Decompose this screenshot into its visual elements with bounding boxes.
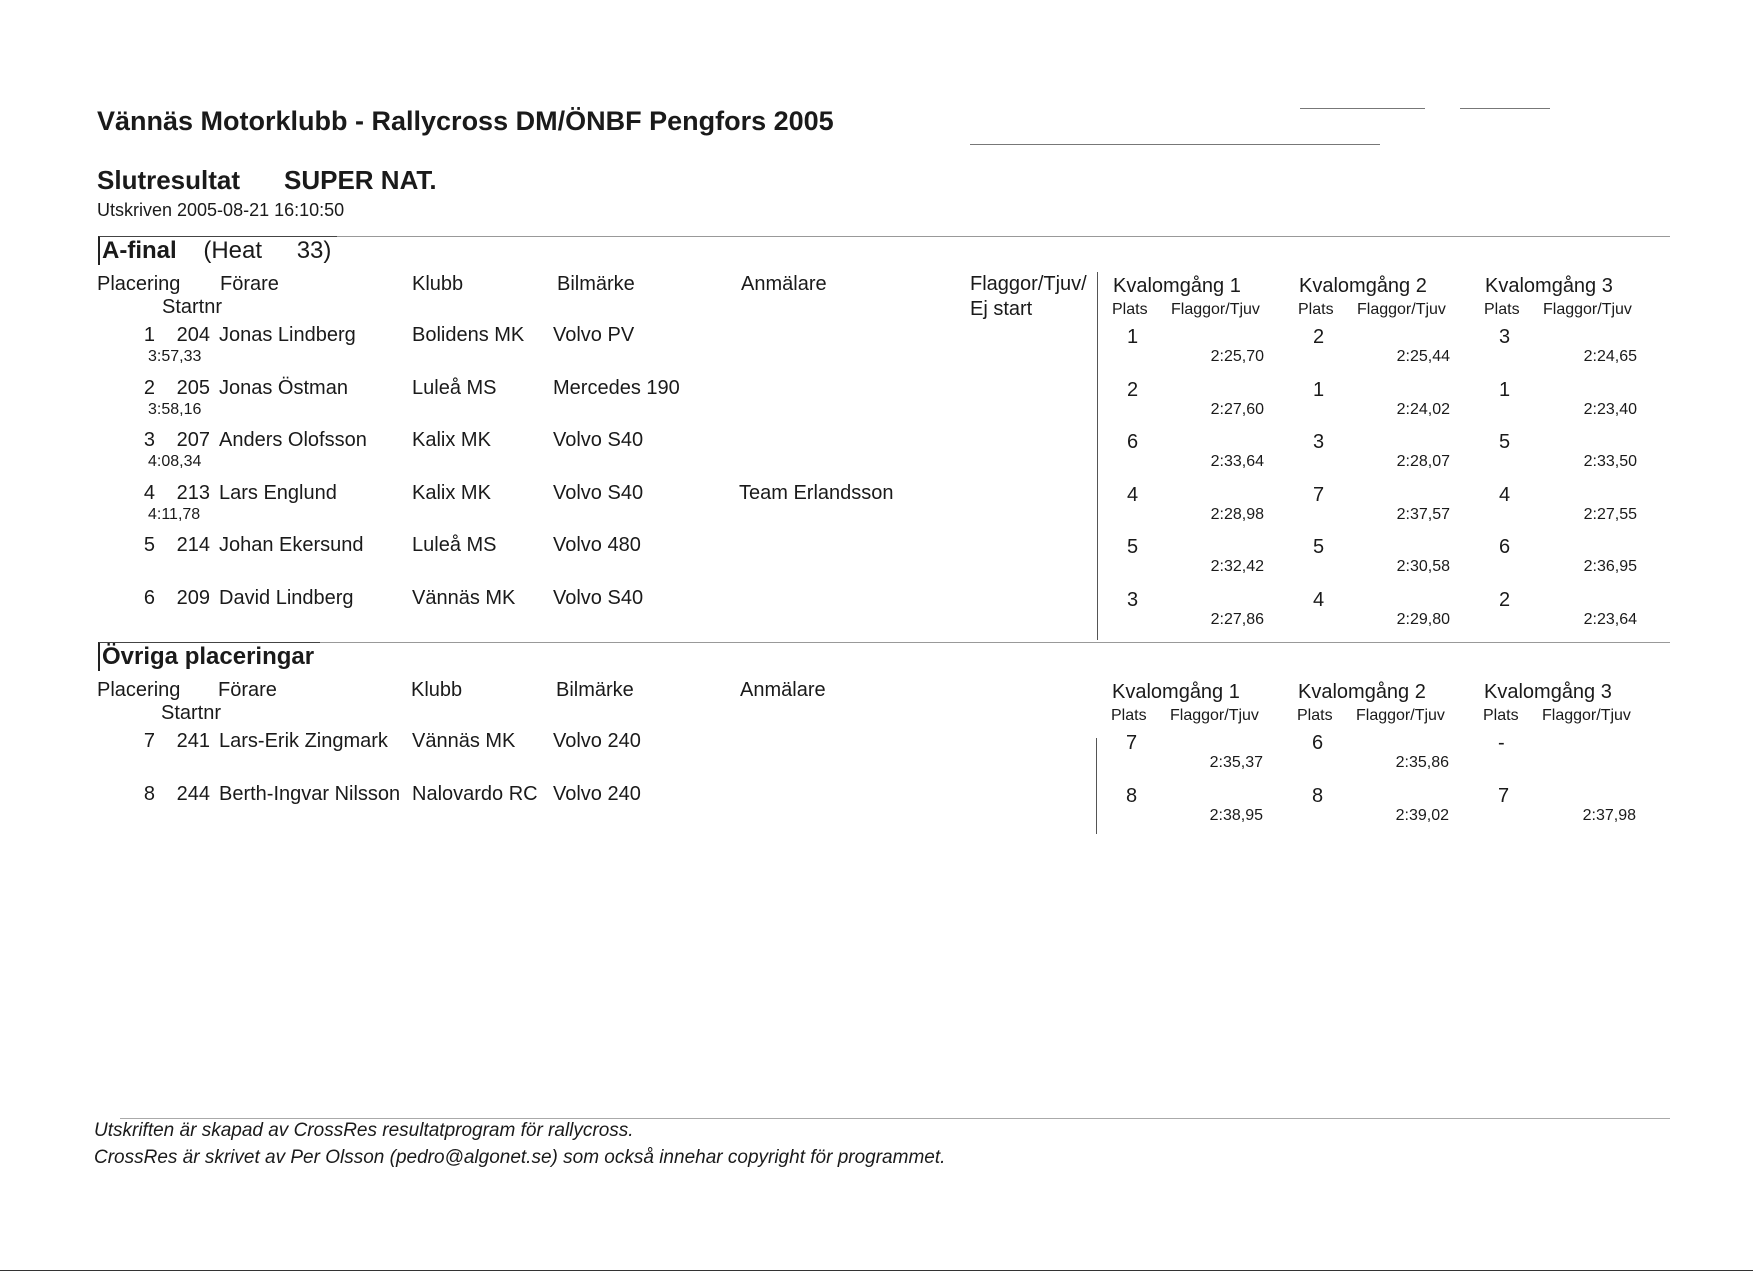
row-kval3-place: 5: [1499, 431, 1511, 453]
row-kval3-place: 1: [1499, 378, 1511, 401]
footer-line-2: CrossRes är skrivet av Per Olsson (pedro@algonet.se) som också innehar copyright för programmet.: [94, 1147, 946, 1168]
row-kval3-time: 2:23,40: [1583, 400, 1637, 418]
row-kval1-place: 7: [1126, 732, 1138, 754]
row-startnr: 213: [176, 481, 210, 504]
row-club: Bolidens MK: [412, 324, 525, 346]
row-driver: Lars Englund: [219, 481, 337, 504]
col-startnr: Startnr: [162, 296, 223, 318]
row-kval2-place: 4: [1313, 588, 1325, 611]
a-final-title: A-final: [102, 237, 177, 264]
row-kval1-time: 2:27,60: [1210, 400, 1264, 418]
col-bilmarke: Bilmärke: [556, 679, 634, 701]
a-final-section-header: [98, 236, 337, 265]
row-startnr: 204: [176, 324, 210, 346]
footer-line-1: Utskriften är skapad av CrossRes resultatprogram för rallycross.: [94, 1120, 634, 1141]
col-startnr: Startnr: [161, 702, 222, 724]
col-ej-start: Ej start: [970, 298, 1033, 320]
row-kval2-time: 2:37,57: [1396, 505, 1450, 523]
row-car: Volvo PV: [553, 324, 635, 346]
col-flaggor: Flaggor/Tjuv/: [970, 273, 1087, 295]
row-car: Volvo 240: [553, 782, 641, 805]
row-car: Volvo 480: [553, 534, 641, 556]
row-total-time: 4:08,34: [148, 453, 202, 470]
row-kval1-time: 2:38,95: [1209, 806, 1263, 824]
col-kval2-plats: Plats: [1297, 707, 1333, 724]
row-kval2-time: 2:30,58: [1396, 558, 1450, 575]
row-place: 5: [143, 534, 155, 556]
col-forare: Förare: [218, 679, 277, 701]
row-club: Nalovardo RC: [412, 782, 538, 805]
row-kval1-place: 4: [1127, 483, 1139, 506]
col-anmalare: Anmälare: [741, 273, 827, 295]
other-title: Övriga placeringar: [102, 643, 315, 670]
row-car: Volvo S40: [553, 429, 644, 451]
result-title: Slutresultat: [97, 165, 241, 195]
row-kval2-time: 2:25,44: [1396, 348, 1450, 365]
row-kval1-time: 2:25,70: [1210, 348, 1264, 365]
row-car: Volvo S40: [553, 586, 644, 609]
row-place: 1: [143, 324, 155, 346]
col-bilmarke: Bilmärke: [557, 273, 635, 295]
row-kval1-place: 8: [1126, 784, 1138, 807]
row-driver: Jonas Östman: [219, 376, 348, 399]
row-club: Vännäs MK: [412, 730, 516, 752]
row-place: 8: [143, 782, 155, 805]
row-car: Volvo S40: [553, 481, 644, 504]
row-startnr: 207: [176, 429, 210, 451]
row-place: 4: [143, 481, 155, 504]
row-kval1-time: 2:35,37: [1209, 754, 1263, 771]
col-kval1-flaggor: Flaggor/Tjuv: [1170, 707, 1259, 724]
col-klubb: Klubb: [411, 679, 463, 701]
row-club: Luleå MS: [412, 376, 497, 399]
row-club: Kalix MK: [412, 429, 491, 451]
row-kval3-time: 2:27,55: [1583, 505, 1637, 523]
row-kval2-place: 1: [1313, 378, 1325, 401]
row-kval3-place: 3: [1499, 326, 1511, 348]
col-kval2-flaggor: Flaggor/Tjuv: [1356, 707, 1445, 724]
row-club: Vännäs MK: [412, 586, 516, 609]
row-total-time: 4:11,78: [148, 505, 201, 523]
col-anmalare: Anmälare: [740, 679, 826, 701]
row-total-time: 3:57,33: [148, 348, 202, 365]
row-kval1-place: 2: [1127, 378, 1139, 401]
col-placering: Placering: [97, 679, 181, 701]
class-name: SUPER NAT.: [284, 165, 437, 195]
row-place: 3: [143, 429, 155, 451]
col-kval2-plats: Plats: [1298, 301, 1334, 318]
col-kval1: Kvalomgång 1: [1113, 275, 1241, 297]
col-kval3-flaggor: Flaggor/Tjuv: [1543, 301, 1632, 318]
row-kval1-place: 3: [1127, 588, 1139, 611]
row-startnr: 205: [176, 376, 210, 399]
row-kval3-time: 2:36,95: [1583, 558, 1637, 575]
page-title: Vännäs Motorklubb - Rallycross DM/ÖNBF Pengfors 2005: [97, 106, 834, 136]
row-kval1-place: 6: [1127, 431, 1139, 453]
row-place: 2: [143, 376, 155, 399]
row-kval1-time: 2:27,86: [1210, 610, 1264, 628]
row-driver: Jonas Lindberg: [219, 324, 356, 346]
row-kval2-place: 3: [1313, 431, 1325, 453]
row-kval3-place: 4: [1499, 483, 1511, 506]
row-driver: David Lindberg: [219, 586, 354, 609]
row-entrant: Team Erlandsson: [739, 481, 894, 504]
row-kval2-time: 2:39,02: [1395, 806, 1449, 824]
heat-label: (Heat: [203, 237, 263, 264]
row-kval2-place: 7: [1313, 483, 1325, 506]
col-forare: Förare: [220, 273, 279, 295]
col-kval1-plats: Plats: [1112, 301, 1148, 318]
row-kval2-time: 2:29,80: [1396, 610, 1450, 628]
row-place: 7: [143, 730, 155, 752]
col-kval3-plats: Plats: [1483, 707, 1519, 724]
row-kval3-time: 2:23,64: [1583, 610, 1637, 628]
row-kval3-place: 7: [1498, 784, 1510, 807]
col-kval1-plats: Plats: [1111, 707, 1147, 724]
row-kval3-place: -: [1498, 732, 1505, 754]
row-kval2-time: 2:35,86: [1395, 754, 1449, 771]
row-total-time: 3:58,16: [148, 400, 202, 418]
row-club: Kalix MK: [412, 481, 491, 504]
col-placering: Placering: [97, 273, 181, 295]
row-driver: Lars-Erik Zingmark: [219, 730, 388, 752]
col-kval3-plats: Plats: [1484, 301, 1520, 318]
row-kval2-place: 8: [1312, 784, 1324, 807]
row-car: Mercedes 190: [553, 376, 680, 399]
heat-number: 33): [296, 237, 332, 264]
row-kval1-time: 2:32,42: [1210, 558, 1264, 575]
col-kval3: Kvalomgång 3: [1485, 275, 1613, 297]
row-startnr: 209: [176, 586, 210, 609]
row-driver: Johan Ekersund: [219, 534, 364, 556]
col-kval3-flaggor: Flaggor/Tjuv: [1542, 707, 1631, 724]
row-place: 6: [143, 586, 155, 609]
row-car: Volvo 240: [553, 730, 641, 752]
other-section-header: [98, 642, 320, 671]
row-driver: Anders Olofsson: [219, 429, 367, 451]
row-kval3-place: 6: [1499, 536, 1511, 558]
row-kval1-time: 2:28,98: [1210, 505, 1264, 523]
row-kval3-time: 2:24,65: [1583, 348, 1637, 365]
row-driver: Berth-Ingvar Nilsson: [219, 782, 401, 805]
row-kval2-time: 2:28,07: [1396, 453, 1450, 470]
row-kval1-time: 2:33,64: [1210, 453, 1264, 470]
row-kval2-place: 2: [1313, 326, 1325, 348]
row-kval1-place: 1: [1127, 326, 1139, 348]
row-kval2-place: 5: [1313, 536, 1325, 558]
printed-timestamp: Utskriven 2005-08-21 16:10:50: [97, 200, 345, 220]
row-club: Luleå MS: [412, 534, 497, 556]
row-kval3-time: 2:37,98: [1582, 806, 1636, 824]
row-kval2-place: 6: [1312, 732, 1324, 754]
col-kval2-flaggor: Flaggor/Tjuv: [1357, 301, 1446, 318]
col-kval1: Kvalomgång 1: [1112, 681, 1240, 703]
row-startnr: 244: [176, 782, 210, 805]
row-kval1-place: 5: [1127, 536, 1139, 558]
row-kval3-place: 2: [1499, 588, 1511, 611]
col-kval2: Kvalomgång 2: [1299, 275, 1427, 297]
col-kval3: Kvalomgång 3: [1484, 681, 1612, 703]
row-kval2-time: 2:24,02: [1396, 400, 1450, 418]
col-kval1-flaggor: Flaggor/Tjuv: [1171, 301, 1260, 318]
col-klubb: Klubb: [412, 273, 464, 295]
row-startnr: 241: [176, 730, 210, 752]
row-startnr: 214: [176, 534, 210, 556]
col-kval2: Kvalomgång 2: [1298, 681, 1426, 703]
row-kval3-time: 2:33,50: [1583, 453, 1637, 470]
